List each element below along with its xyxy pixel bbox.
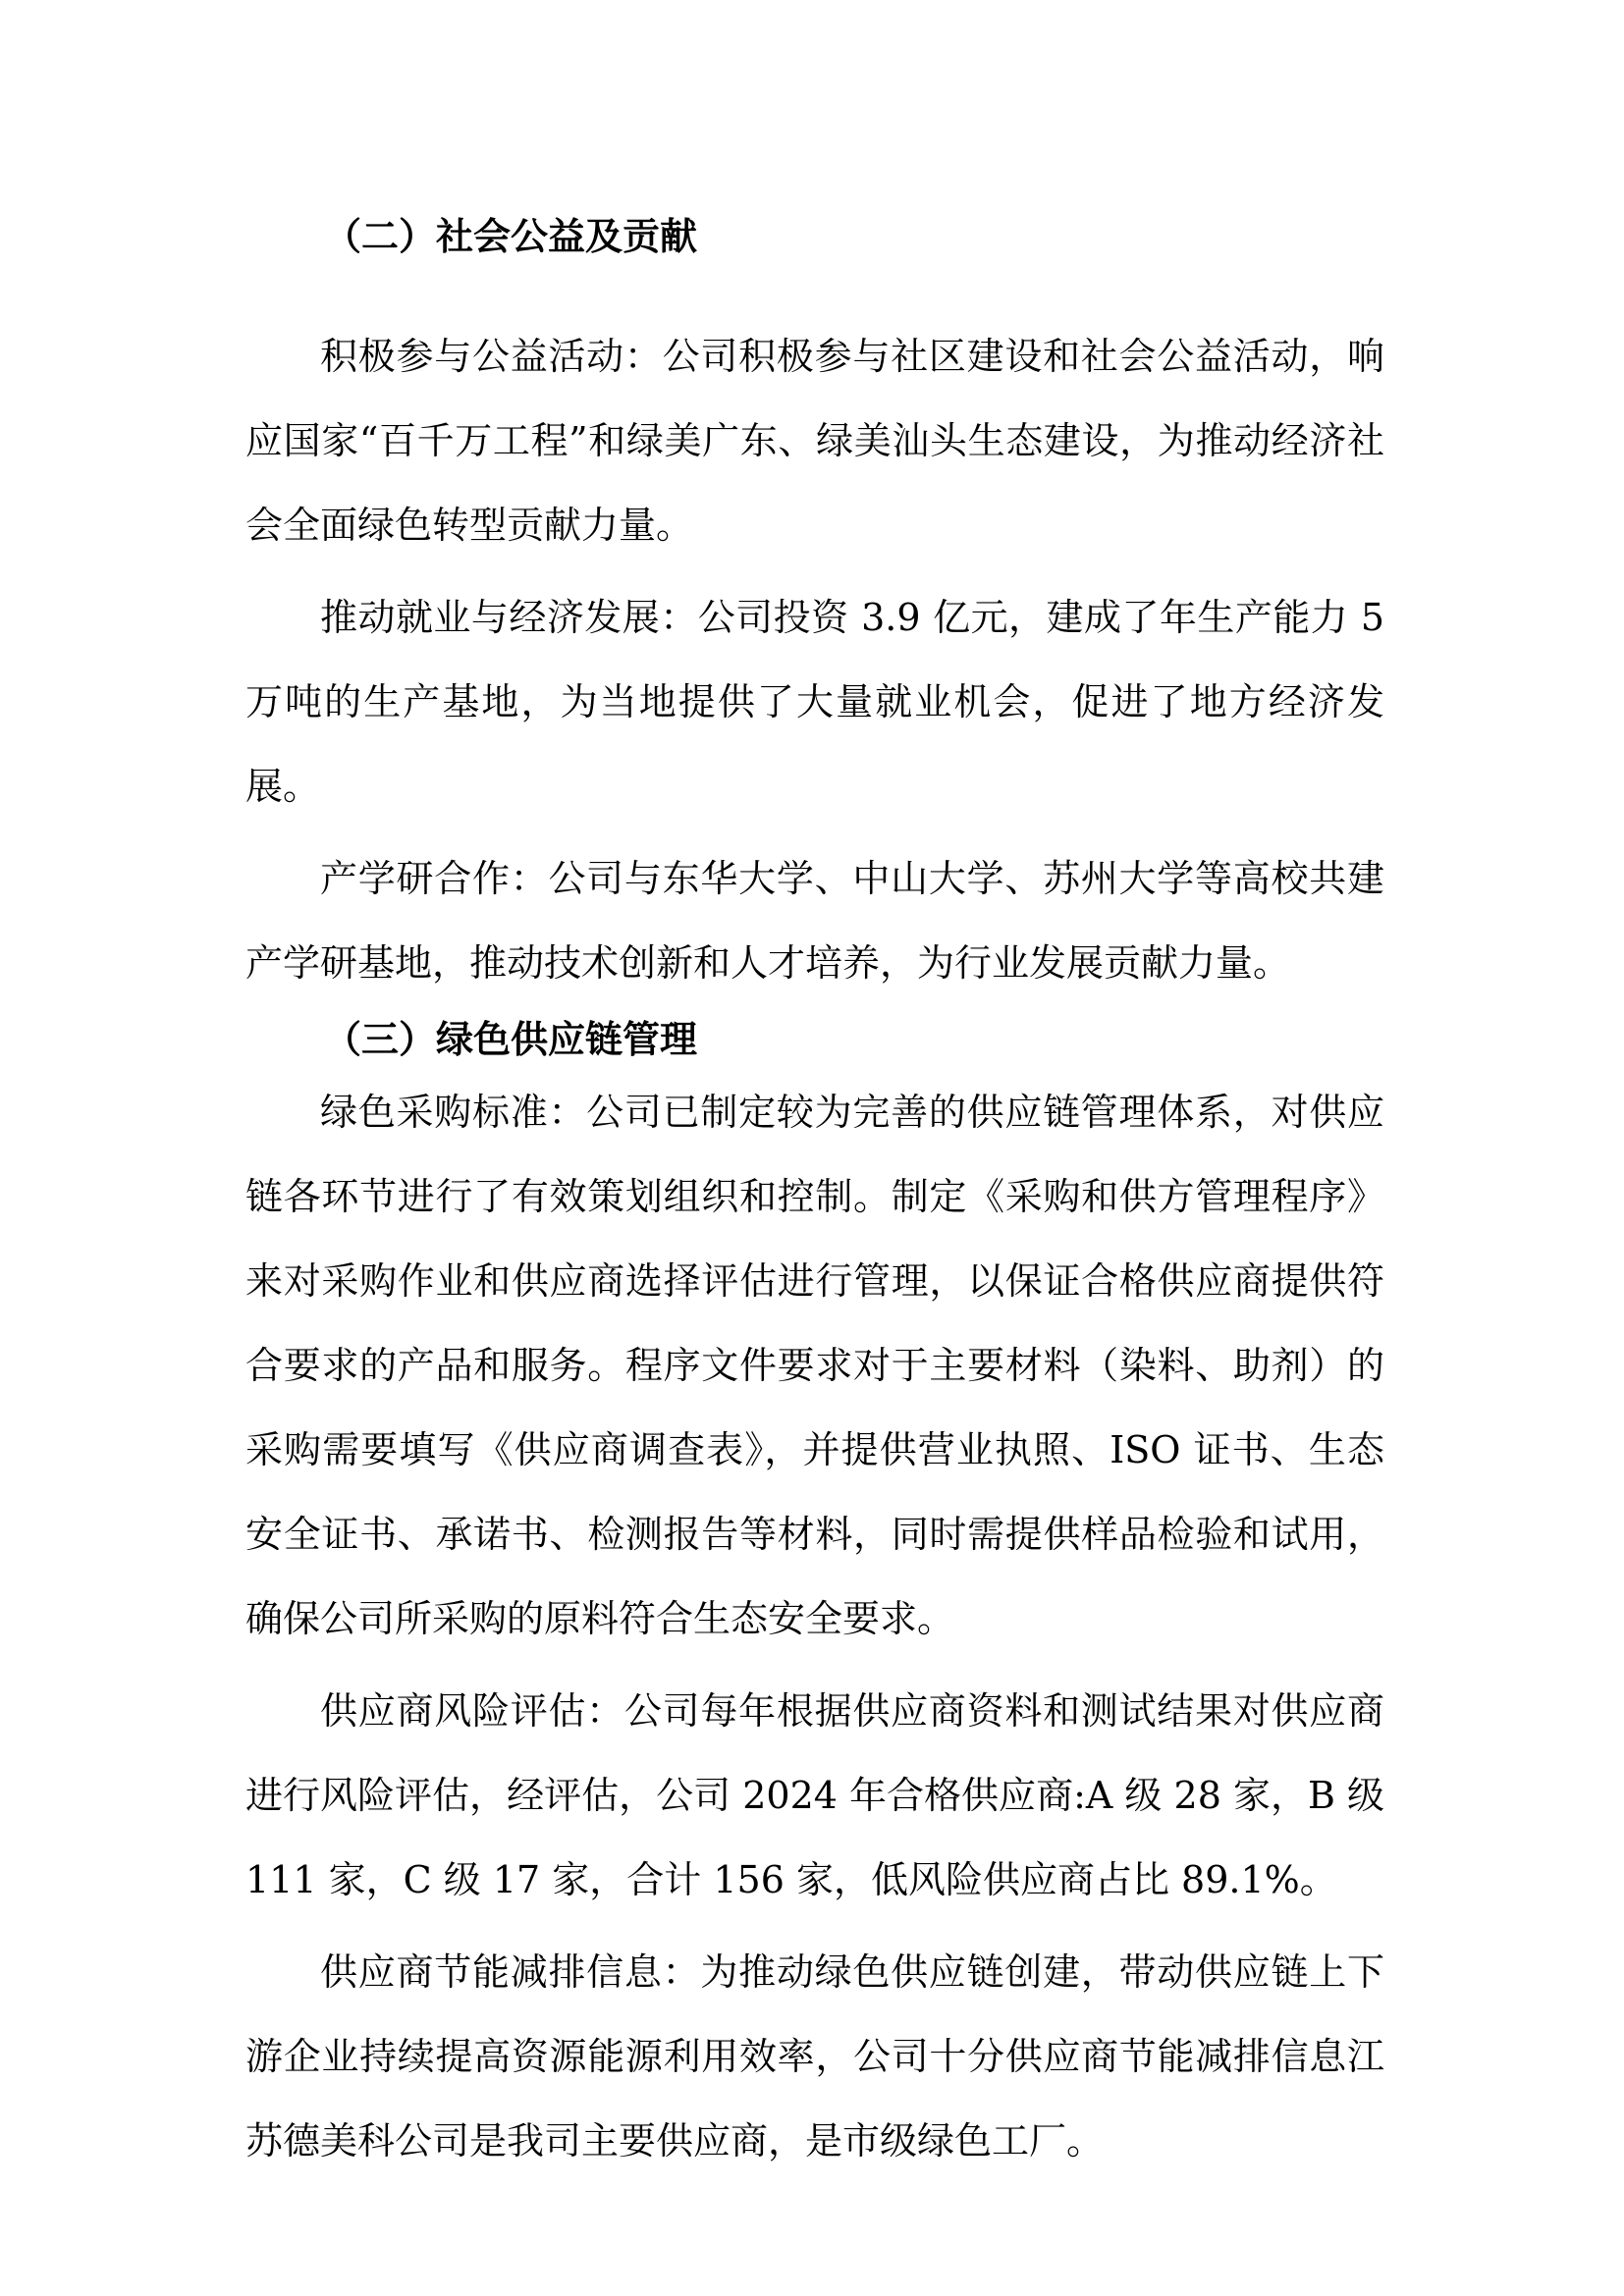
section-heading-green-supply-chain: （三）绿色供应链管理	[324, 1018, 698, 1061]
paragraph-green-procurement: 绿色采购标准：公司已制定较为完善的供应链管理体系，对供应链各环节进行了有效策划组织和控制。制定《采购和供方管理程序》来对采购作业和供应商选择评估进行管理，以保证合格供应商提供符合要求的产品和服务。程序文件要求对于主要材料（染料、助剂）的采购需要填写《供应商调查表》，并提供营业执照、ISO 证书、生态安全证书、承诺书、检测报告等材料，同时需提供样品检验和试用，确保公司所采购的原料符合生态安全要求。	[245, 1091, 1384, 1640]
document-page	[245, 206, 1384, 2183]
paragraph-employment-economy: 推动就业与经济发展：公司投资 3.9 亿元，建成了年生产能力 5 万吨的生产基地，为当地提供了大量就业机会，促进了地方经济发展。	[245, 596, 1384, 808]
section-heading-public-welfare: （二）社会公益及贡献	[324, 215, 698, 258]
paragraph-supplier-risk: 供应商风险评估：公司每年根据供应商资料和测试结果对供应商进行风险评估，经评估，公司 2024 年合格供应商:A 级 28 家，B 级 111 家，C 级 17 家，合计 156 家，低风险供应商占比 89.1%。	[245, 1689, 1384, 1901]
paragraph-industry-academia: 产学研合作：公司与东华大学、中山大学、苏州大学等高校共建产学研基地，推动技术创新和人才培养，为行业发展贡献力量。	[245, 857, 1384, 985]
paragraph-public-welfare-activities: 积极参与公益活动：公司积极参与社区建设和社会公益活动，响应国家“百千万工程”和绿美广东、绿美汕头生态建设，为推动经济社会全面绿色转型贡献力量。	[245, 335, 1384, 547]
paragraph-supplier-energy: 供应商节能减排信息：为推动绿色供应链创建，带动供应链上下游企业持续提高资源能源利用效率，公司十分供应商节能减排信息江苏德美科公司是我司主要供应商，是市级绿色工厂。	[245, 1950, 1384, 2163]
